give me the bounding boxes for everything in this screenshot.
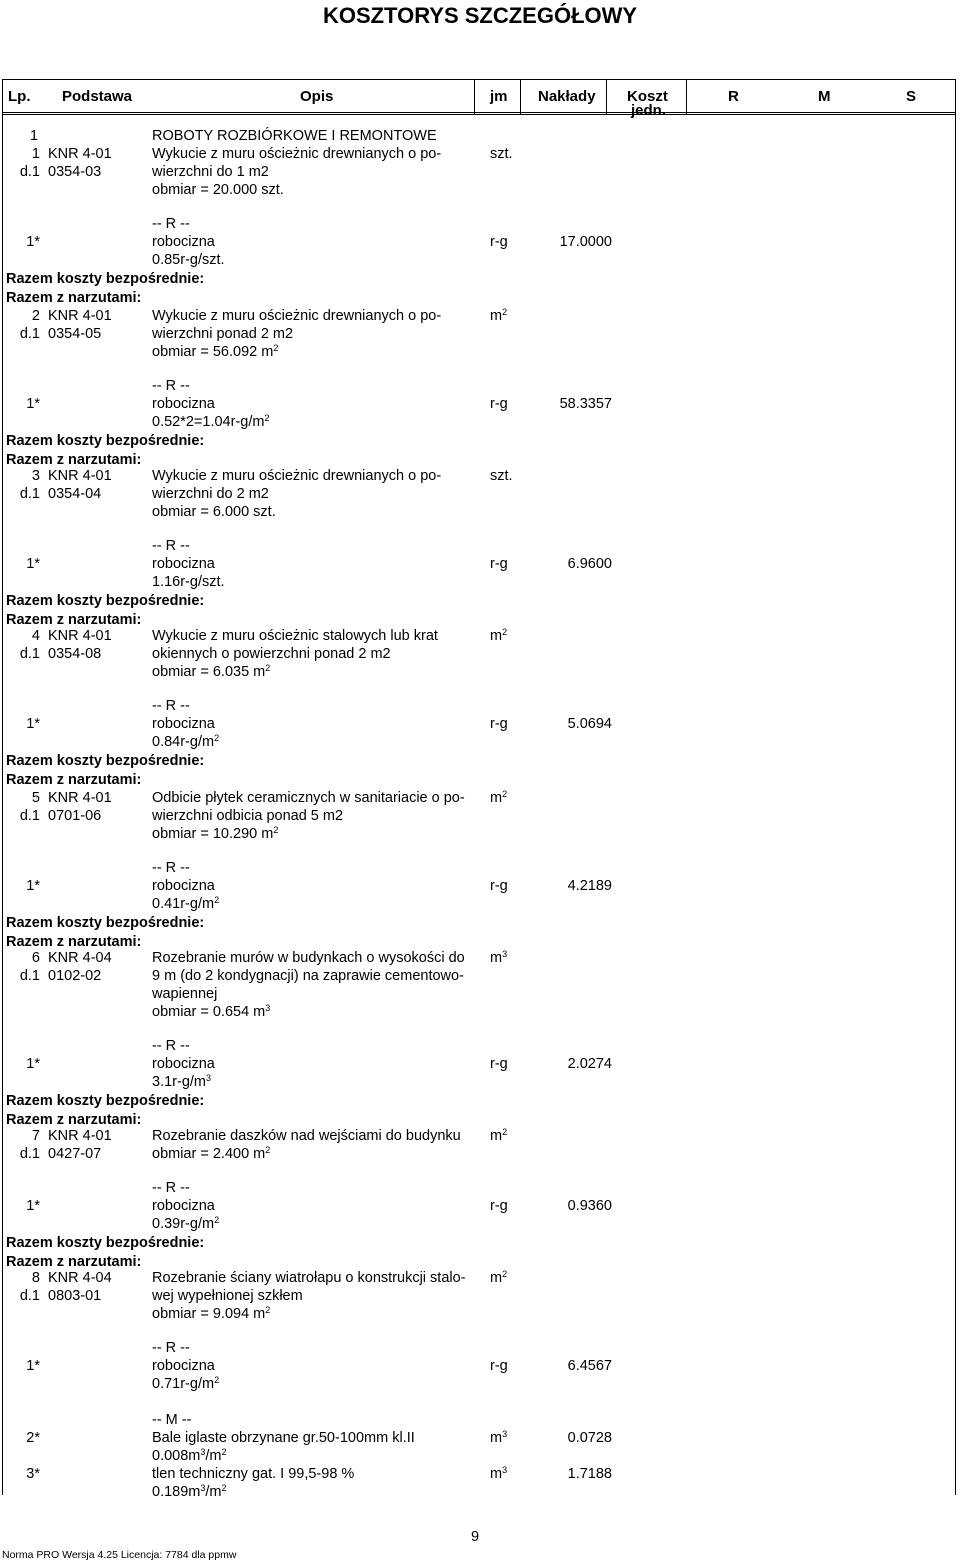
col-header-jm: jm [490,88,508,105]
norm-text: /m [205,1484,222,1500]
col-divider [474,79,475,114]
labor-header: -- R -- [152,1038,190,1054]
superscript: 2 [221,1447,227,1457]
obmiar-text: obmiar = 6.000 szt. [152,504,276,520]
norm-text: 3.1r-g/m [152,1074,206,1090]
superscript: 2 [265,1305,271,1315]
position-sub: d.1 [19,808,40,824]
position-description: okiennych o powierzchni ponad 2 m2 [152,646,391,662]
labor-naklady: 4.2189 [567,878,612,894]
position-description: Wykucie z muru ościeżnic stalowych lub krat [152,628,438,644]
position-unit [490,1269,507,1287]
position-description: wierzchni ponad 2 m2 [152,326,294,342]
labor-unit: r-g [490,1358,508,1374]
superscript: 3 [200,1483,206,1493]
razem-koszty-bezposrednie: Razem koszty bezpośrednie: [6,753,205,769]
norm-text: 0.008m [152,1448,201,1464]
superscript: 2 [265,663,271,673]
labor-header: -- R -- [152,378,190,394]
razem-z-narzutami: Razem z narzutami: [6,772,142,788]
position-sub: d.1 [19,1288,40,1304]
position-code: 0354-08 [48,646,102,662]
norm-text: /m [205,1448,222,1464]
position-code: 0102-02 [48,968,102,984]
razem-z-narzutami: Razem z narzutami: [6,1112,142,1128]
labor-name: robocizna [152,234,215,250]
position-obmiar [152,1145,270,1163]
razem-koszty-bezposrednie: Razem koszty bezpośrednie: [6,271,205,287]
material-id: 3* [26,1466,40,1482]
position-description: wierzchni do 1 m2 [152,164,269,180]
labor-norm [152,1375,219,1393]
col-header-koszt-jedn: jedn. [631,102,667,119]
labor-norm [152,895,219,913]
material-unit [490,1429,507,1447]
position-sub: d.1 [19,326,40,342]
position-knr: KNR 4-04 [48,950,112,966]
obmiar-text: obmiar = 9.094 m [152,1306,266,1322]
labor-norm [152,733,219,751]
position-code: 0354-05 [48,326,102,342]
superscript: 2 [273,825,279,835]
position-unit [490,789,507,807]
position-number: 3 [31,468,40,484]
position-sub: d.1 [19,1146,40,1162]
labor-header: -- R -- [152,216,190,232]
labor-naklady: 5.0694 [567,716,612,732]
header-divider [2,112,956,113]
position-obmiar [152,1003,270,1021]
unit-text: m [490,1430,503,1446]
footer-license: Norma PRO Wersja 4.25 Licencja: 7784 dla ppmw [2,1549,237,1561]
superscript: 2 [221,1483,227,1493]
unit-text: m [490,308,503,324]
obmiar-text: obmiar = 6.035 m [152,664,266,680]
superscript: 2 [273,343,279,353]
material-naklady: 0.0728 [567,1430,612,1446]
superscript: 2 [214,733,220,743]
col-divider [520,79,521,114]
unit-text: m [490,790,503,806]
labor-unit: r-g [490,716,508,732]
norm-text: 0.84r-g/m [152,734,215,750]
superscript: 3 [265,1003,271,1013]
labor-header: -- R -- [152,1180,190,1196]
unit-text: m [490,1270,503,1286]
superscript: 3 [502,1465,508,1475]
material-norm [152,1483,227,1501]
position-code: 0354-04 [48,486,102,502]
labor-id: 1* [26,1056,40,1072]
position-code: 0354-03 [48,164,102,180]
superscript: 2 [502,307,508,317]
position-unit [490,467,513,485]
superscript: 2 [265,1145,271,1155]
superscript: 3 [502,1429,508,1439]
labor-unit: r-g [490,396,508,412]
position-description: Rozebranie daszków nad wejściami do budynku [152,1128,461,1144]
position-description: Rozebranie ściany wiatrołapu o konstrukcji stalo- [152,1270,466,1286]
position-description: wierzchni odbicia ponad 5 m2 [152,808,344,824]
position-obmiar [152,825,278,843]
norm-text: 0.189m [152,1484,201,1500]
razem-z-narzutami: Razem z narzutami: [6,290,142,306]
material-name: tlen techniczny gat. I 99,5-98 % [152,1466,355,1482]
razem-koszty-bezposrednie: Razem koszty bezpośrednie: [6,1235,205,1251]
labor-header: -- R -- [152,1340,190,1356]
labor-naklady: 58.3357 [559,396,612,412]
superscript: 2 [264,413,270,423]
page-number: 9 [471,1529,480,1545]
col-header-s: S [906,88,917,105]
labor-id: 1* [26,556,40,572]
obmiar-text: obmiar = 56.092 m [152,344,274,360]
obmiar-text: obmiar = 10.290 m [152,826,274,842]
unit-text: m [490,628,503,644]
norm-text: 0.85r-g/szt. [152,252,225,268]
superscript: 2 [214,895,220,905]
position-number: 1 [31,146,40,162]
obmiar-text: obmiar = 2.400 m [152,1146,266,1162]
position-obmiar [152,1305,270,1323]
labor-name: robocizna [152,396,215,412]
superscript: 2 [214,1215,220,1225]
position-obmiar [152,663,270,681]
labor-norm [152,413,269,431]
labor-norm [152,1215,219,1233]
position-sub: d.1 [19,968,40,984]
position-description: wierzchni do 2 m2 [152,486,269,502]
norm-text: 0.39r-g/m [152,1216,215,1232]
labor-id: 1* [26,1358,40,1374]
document-title: KOSZTORYS SZCZEGÓŁOWY [322,3,638,28]
obmiar-text: obmiar = 20.000 szt. [152,182,284,198]
labor-naklady: 2.0274 [567,1056,612,1072]
labor-id: 1* [26,716,40,732]
position-description: Odbicie płytek ceramicznych w sanitariacie o po- [152,790,465,806]
position-knr: KNR 4-01 [48,308,112,324]
labor-name: robocizna [152,1056,215,1072]
col-divider [686,79,687,114]
position-unit [490,949,507,967]
position-knr: KNR 4-01 [48,146,112,162]
position-number: 6 [31,950,40,966]
obmiar-text: obmiar = 0.654 m [152,1004,266,1020]
position-obmiar [152,343,278,361]
col-header-m: M [818,88,831,105]
labor-unit: r-g [490,556,508,572]
position-description: wej wypełnionej szkłem [152,1288,303,1304]
header-divider-double [2,114,956,115]
razem-z-narzutami: Razem z narzutami: [6,612,142,628]
labor-unit: r-g [490,1056,508,1072]
superscript: 3 [206,1073,212,1083]
labor-id: 1* [26,1198,40,1214]
labor-norm [152,251,225,269]
labor-naklady: 6.4567 [567,1358,612,1374]
position-sub: d.1 [19,646,40,662]
unit-text: szt. [490,146,513,162]
position-unit [490,1127,507,1145]
labor-name: robocizna [152,556,215,572]
position-sub: d.1 [19,486,40,502]
unit-text: m [490,1466,503,1482]
col-divider [606,79,607,114]
position-description: Wykucie z muru ościeżnic drewnianych o po- [152,468,442,484]
position-code: 0701-06 [48,808,102,824]
material-naklady: 1.7188 [567,1466,612,1482]
superscript: 3 [502,949,508,959]
position-knr: KNR 4-04 [48,1270,112,1286]
labor-name: robocizna [152,878,215,894]
labor-norm [152,1073,211,1091]
position-number: 2 [31,308,40,324]
razem-z-narzutami: Razem z narzutami: [6,934,142,950]
position-knr: KNR 4-01 [48,790,112,806]
position-knr: KNR 4-01 [48,1128,112,1144]
labor-naklady: 17.0000 [559,234,612,250]
position-description: wapiennej [152,986,218,1002]
superscript: 3 [200,1447,206,1457]
superscript: 2 [214,1375,220,1385]
position-code: 0803-01 [48,1288,102,1304]
position-unit [490,307,507,325]
labor-id: 1* [26,396,40,412]
position-description: Rozebranie murów w budynkach o wysokości do [152,950,465,966]
unit-text: szt. [490,468,513,484]
superscript: 2 [502,627,508,637]
norm-text: 0.52*2=1.04r-g/m [152,414,265,430]
col-header-r: R [728,88,739,105]
position-description: Wykucie z muru ościeżnic drewnianych o po- [152,308,442,324]
labor-name: robocizna [152,1198,215,1214]
section-number: 1 [30,128,39,144]
col-header-opis: Opis [300,88,334,105]
position-number: 7 [31,1128,40,1144]
razem-koszty-bezposrednie: Razem koszty bezpośrednie: [6,593,205,609]
labor-unit: r-g [490,234,508,250]
labor-id: 1* [26,234,40,250]
norm-text: 0.71r-g/m [152,1376,215,1392]
superscript: 2 [502,1127,508,1137]
position-obmiar [152,503,276,521]
labor-id: 1* [26,878,40,894]
material-unit [490,1465,507,1483]
col-header-koszt: Koszt [627,88,668,105]
position-unit [490,145,513,163]
col-header-podstawa: Podstawa [62,88,133,105]
material-id: 2* [26,1430,40,1446]
unit-text: m [490,950,503,966]
position-description: Wykucie z muru ościeżnic drewnianych o po- [152,146,442,162]
unit-text: m [490,1128,503,1144]
labor-header: -- R -- [152,860,190,876]
razem-koszty-bezposrednie: Razem koszty bezpośrednie: [6,433,205,449]
labor-naklady: 0.9360 [567,1198,612,1214]
labor-name: robocizna [152,1358,215,1374]
labor-norm [152,573,225,591]
labor-header: -- R -- [152,538,190,554]
position-number: 4 [31,628,40,644]
razem-z-narzutami: Razem z narzutami: [6,1254,142,1270]
labor-header: -- R -- [152,698,190,714]
razem-koszty-bezposrednie: Razem koszty bezpośrednie: [6,1093,205,1109]
position-unit [490,627,507,645]
position-number: 5 [31,790,40,806]
position-description: 9 m (do 2 kondygnacji) na zaprawie cementowo- [152,968,464,984]
position-obmiar [152,181,284,199]
labor-naklady: 6.9600 [567,556,612,572]
cost-table [2,79,956,1495]
superscript: 2 [502,789,508,799]
material-name: Bale iglaste obrzynane gr.50-100mm kl.II [152,1430,415,1446]
position-number: 8 [31,1270,40,1286]
section-title: ROBOTY ROZBIÓRKOWE I REMONTOWE [152,128,437,144]
col-header-naklady: Nakłady [538,88,596,105]
labor-unit: r-g [490,1198,508,1214]
norm-text: 1.16r-g/szt. [152,574,225,590]
razem-z-narzutami: Razem z narzutami: [6,452,142,468]
material-norm [152,1447,227,1465]
position-knr: KNR 4-01 [48,468,112,484]
col-header-lp: Lp. [8,88,31,105]
norm-text: 0.41r-g/m [152,896,215,912]
labor-unit: r-g [490,878,508,894]
position-code: 0427-07 [48,1146,102,1162]
superscript: 2 [502,1269,508,1279]
material-header: -- M -- [152,1412,192,1428]
labor-name: robocizna [152,716,215,732]
razem-koszty-bezposrednie: Razem koszty bezpośrednie: [6,915,205,931]
position-sub: d.1 [19,164,40,180]
position-knr: KNR 4-01 [48,628,112,644]
